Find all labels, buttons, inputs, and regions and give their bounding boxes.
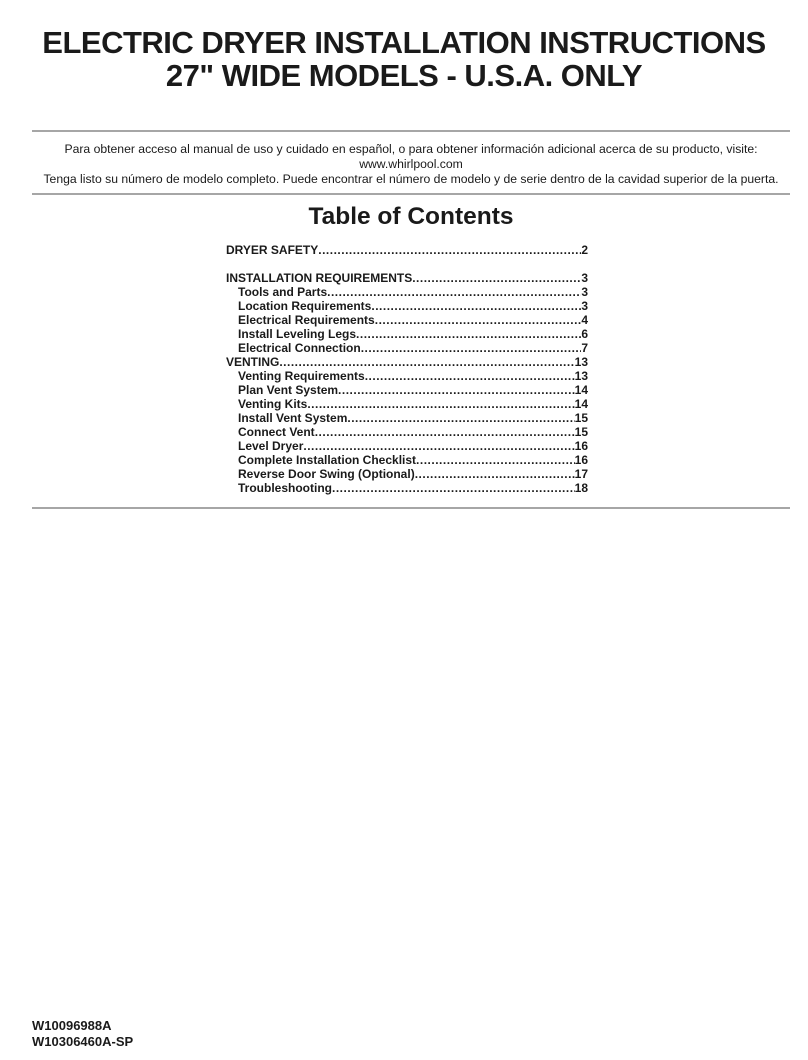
- toc-entry[interactable]: Troubleshooting ..... 18: [226, 481, 588, 495]
- toc-entry[interactable]: Venting Requirements ..... 13: [226, 369, 588, 383]
- toc-entry[interactable]: Venting Kits ..... 14: [226, 397, 588, 411]
- toc-entry[interactable]: Connect Vent ..... 15: [226, 425, 588, 439]
- spanish-notice: [0, 142, 808, 187]
- toc-entry[interactable]: Location Requirements ..... 3: [226, 299, 588, 313]
- document-codes: [32, 1018, 133, 1050]
- toc-entry[interactable]: DRYER SAFETY ..... 2: [226, 243, 588, 257]
- notice-link[interactable]: www.whirlpool.com: [359, 157, 463, 171]
- title-line-1: ELECTRIC DRYER INSTALLATION INSTRUCTIONS: [42, 25, 766, 60]
- document-title: [0, 26, 808, 92]
- toc-entry[interactable]: Install Leveling Legs ..... 6: [226, 327, 588, 341]
- toc-entry[interactable]: Electrical Connection ..... 7: [226, 341, 588, 355]
- toc-entry[interactable]: INSTALLATION REQUIREMENTS ..... 3: [226, 271, 588, 285]
- divider-bottom: [32, 507, 790, 509]
- toc-entry[interactable]: Complete Installation Checklist ..... 16: [226, 453, 588, 467]
- divider-top: [32, 130, 790, 132]
- toc-entry[interactable]: Plan Vent System ..... 14: [226, 383, 588, 397]
- toc-entry[interactable]: Level Dryer ..... 16: [226, 439, 588, 453]
- title-line-2: 27" WIDE MODELS - U.S.A. ONLY: [165, 58, 643, 93]
- toc-entry[interactable]: Install Vent System ..... 15: [226, 411, 588, 425]
- table-of-contents: [226, 243, 588, 495]
- notice-line-3: Tenga listo su número de modelo completo. Puede encontrar el número de modelo y de serie dentro de la cavidad superior de la puerta.: [43, 172, 779, 186]
- toc-entry[interactable]: Reverse Door Swing (Optional) ..... 17: [226, 467, 588, 481]
- part-number: W10096988A: [32, 1018, 112, 1033]
- notice-line-1: Para obtener acceso al manual de uso y cuidado en español, o para obtener información adicional acerca de su producto, visite:: [64, 142, 758, 156]
- part-number-spanish: W10306460A-SP: [32, 1034, 134, 1049]
- toc-heading: Table of Contents: [308, 203, 514, 230]
- toc-entry[interactable]: Electrical Requirements ..... 4: [226, 313, 588, 327]
- toc-entry[interactable]: VENTING ..... 13: [226, 355, 588, 369]
- toc-entry[interactable]: Tools and Parts ..... 3: [226, 285, 588, 299]
- divider-middle: [32, 193, 790, 195]
